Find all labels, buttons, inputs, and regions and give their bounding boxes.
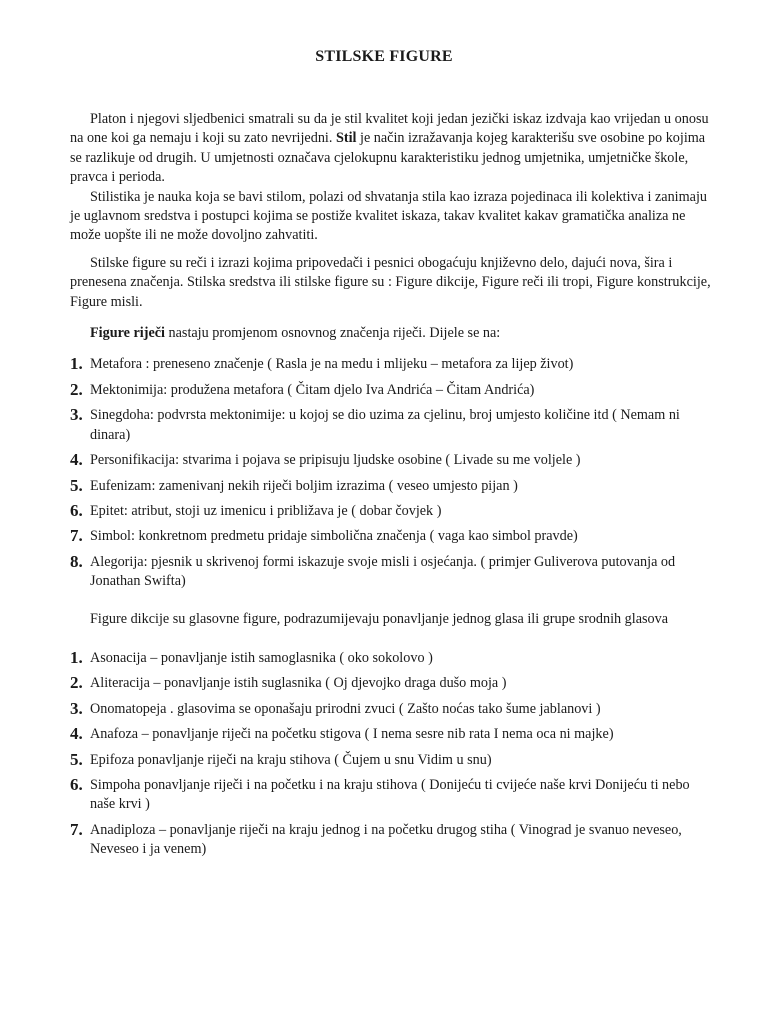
list-item: [70, 674, 718, 693]
list-item: [70, 553, 718, 592]
document-body: [70, 110, 718, 866]
list-item-number: 1.: [70, 647, 83, 667]
list-item-number: 6.: [70, 774, 83, 794]
list-item-number: 6.: [70, 500, 83, 520]
intro-p1-bold-term: Stil: [335, 130, 357, 147]
intro-p1-text-b: je način izražavanja kojeg karakterišu sve osobine po kojima se razlikuje od drugih. U umjetnosti označava cjelokupnu karakteristiku jednog umjetnika, umjetničke škole, pravca i perioda.: [70, 130, 706, 186]
list-item-text: Personifikacija: stvarima i pojava se pripisuju ljudske osobine ( Livade su me voljele ): [90, 452, 581, 469]
section1-heading: [70, 324, 718, 343]
list-item-number: 4.: [70, 450, 83, 470]
list-item: [70, 751, 718, 770]
intro-p1-text-a: Platon i njegovi sljedbenici smatrali su da je stil kvalitet koji jedan jezički iskaz izdvaja kao vrijedan u onosu na one koi ga nemaju i koji su zato nevrijedni.: [70, 111, 709, 147]
list-item: [70, 821, 718, 860]
list-item-number: 2.: [70, 379, 83, 399]
section1-heading-bold: Figure riječi: [90, 325, 165, 342]
list-item: [70, 406, 718, 445]
list-item-number: 7.: [70, 526, 83, 546]
list-item-number: 3.: [70, 698, 83, 718]
list-item: [70, 451, 718, 470]
list-item: [70, 700, 718, 719]
list-item-number: 5.: [70, 749, 83, 769]
list-item: [70, 477, 718, 496]
list-item-text: Simpoha ponavljanje riječi i na početku i na kraju stihova ( Donijeću ti cvijeće naše krvi Donijeću ti nebo naše krvi ): [90, 776, 690, 813]
list-item-number: 5.: [70, 475, 83, 495]
list-item-text: Metafora : preneseno značenje ( Rasla je na medu i mlijeku – metafora za lijep život): [90, 356, 574, 373]
list-item-text: Anafoza – ponavljanje riječi na početku stigova ( I nema sesre nib rata I nema oca ni majke): [90, 726, 614, 743]
list-item-number: 7.: [70, 819, 83, 839]
list-item-text: Eufenizam: zamenivanj nekih riječi boljim izrazima ( veseo umjesto pijan ): [90, 477, 518, 494]
list-item-text: Anadiploza – ponavljanje riječi na kraju jednog i na početku drugog stiha ( Vinograd je svanuo neveseo, Neveseo i ja venem): [90, 821, 682, 858]
list-item: [70, 776, 718, 815]
list-item-number: 1.: [70, 354, 83, 374]
list-item-text: Mektonimija: produžena metafora ( Čitam djelo Iva Andrića – Čitam Andrića): [90, 381, 535, 398]
list-item: [70, 355, 718, 374]
list-item-text: Aliteracija – ponavljanje istih suglasnika ( Oj djevojko draga dušo moja ): [90, 675, 507, 692]
list-item: [70, 502, 718, 521]
section2-heading: Figure dikcije su glasovne figure, podrazumijevaju ponavljanje jednog glasa ili grupe srodnih glasova: [90, 610, 668, 627]
list-item: [70, 527, 718, 546]
list-item-text: Epitet: atribut, stoji uz imenicu i približava je ( dobar čovjek ): [90, 502, 442, 519]
list-item-number: 2.: [70, 673, 83, 693]
list-item: [70, 649, 718, 668]
list-item-number: 3.: [70, 405, 83, 425]
list-item-text: Alegorija: pjesnik u skrivenoj formi iskazuje svoje misli i osjećanja. ( primjer Guliverova putovanja od Jonathan Swifta): [90, 553, 676, 590]
intro-paragraph-3: Stilske figure su reči i izrazi kojima pripovedači i pesnici obogaćuju književno delo, dajući nova, šira i prenesena značenja. Stilska sredstva ili stilske figure su : Figure dikcije, Figure reči ili tropi, Figure konstrukcije, Figure misli.: [70, 254, 711, 310]
intro-paragraph-1: [70, 110, 718, 188]
list-item-text: Epifoza ponavljanje riječi na kraju stihova ( Čujem u snu Vidim u snu): [90, 751, 492, 768]
list-item-number: 4.: [70, 724, 83, 744]
list-item-text: Asonacija – ponavljanje istih samoglasnika ( oko sokolovo ): [90, 649, 433, 666]
list-item-text: Onomatopeja . glasovima se oponašaju prirodni zvuci ( Zašto noćas tako šume jablanovi ): [90, 700, 601, 717]
list-item: [70, 381, 718, 400]
intro-paragraph-2: Stilistika je nauka koja se bavi stilom, polazi od shvatanja stila kao izraza pojedinaca ili kolektiva i zanimaju je uglavnom sredstva i postupci kojima se postiže kvalitet iskaza, takav kvalitet kakav gramatička analiza ne može uopšte ili ne može dovoljno zahvatiti.: [70, 188, 707, 244]
list-item-text: Sinegdoha: podvrsta mektonimije: u kojoj se dio uzima za cjelinu, broj umjesto količine itd ( Nemam ni dinara): [90, 407, 680, 443]
section1-heading-rest: nastaju promjenom osnovnog značenja riječi. Dijele se na:: [164, 325, 501, 342]
list-item: [70, 725, 718, 744]
figure-reci-list: [70, 355, 718, 591]
list-item-text: Simbol: konkretnom predmetu pridaje simbolična značenja ( vaga kao simbol pravde): [90, 528, 578, 545]
list-item-number: 8.: [70, 551, 83, 571]
figure-dikcije-list: [70, 649, 718, 860]
document-title: STILSKE FIGURE: [315, 48, 453, 65]
